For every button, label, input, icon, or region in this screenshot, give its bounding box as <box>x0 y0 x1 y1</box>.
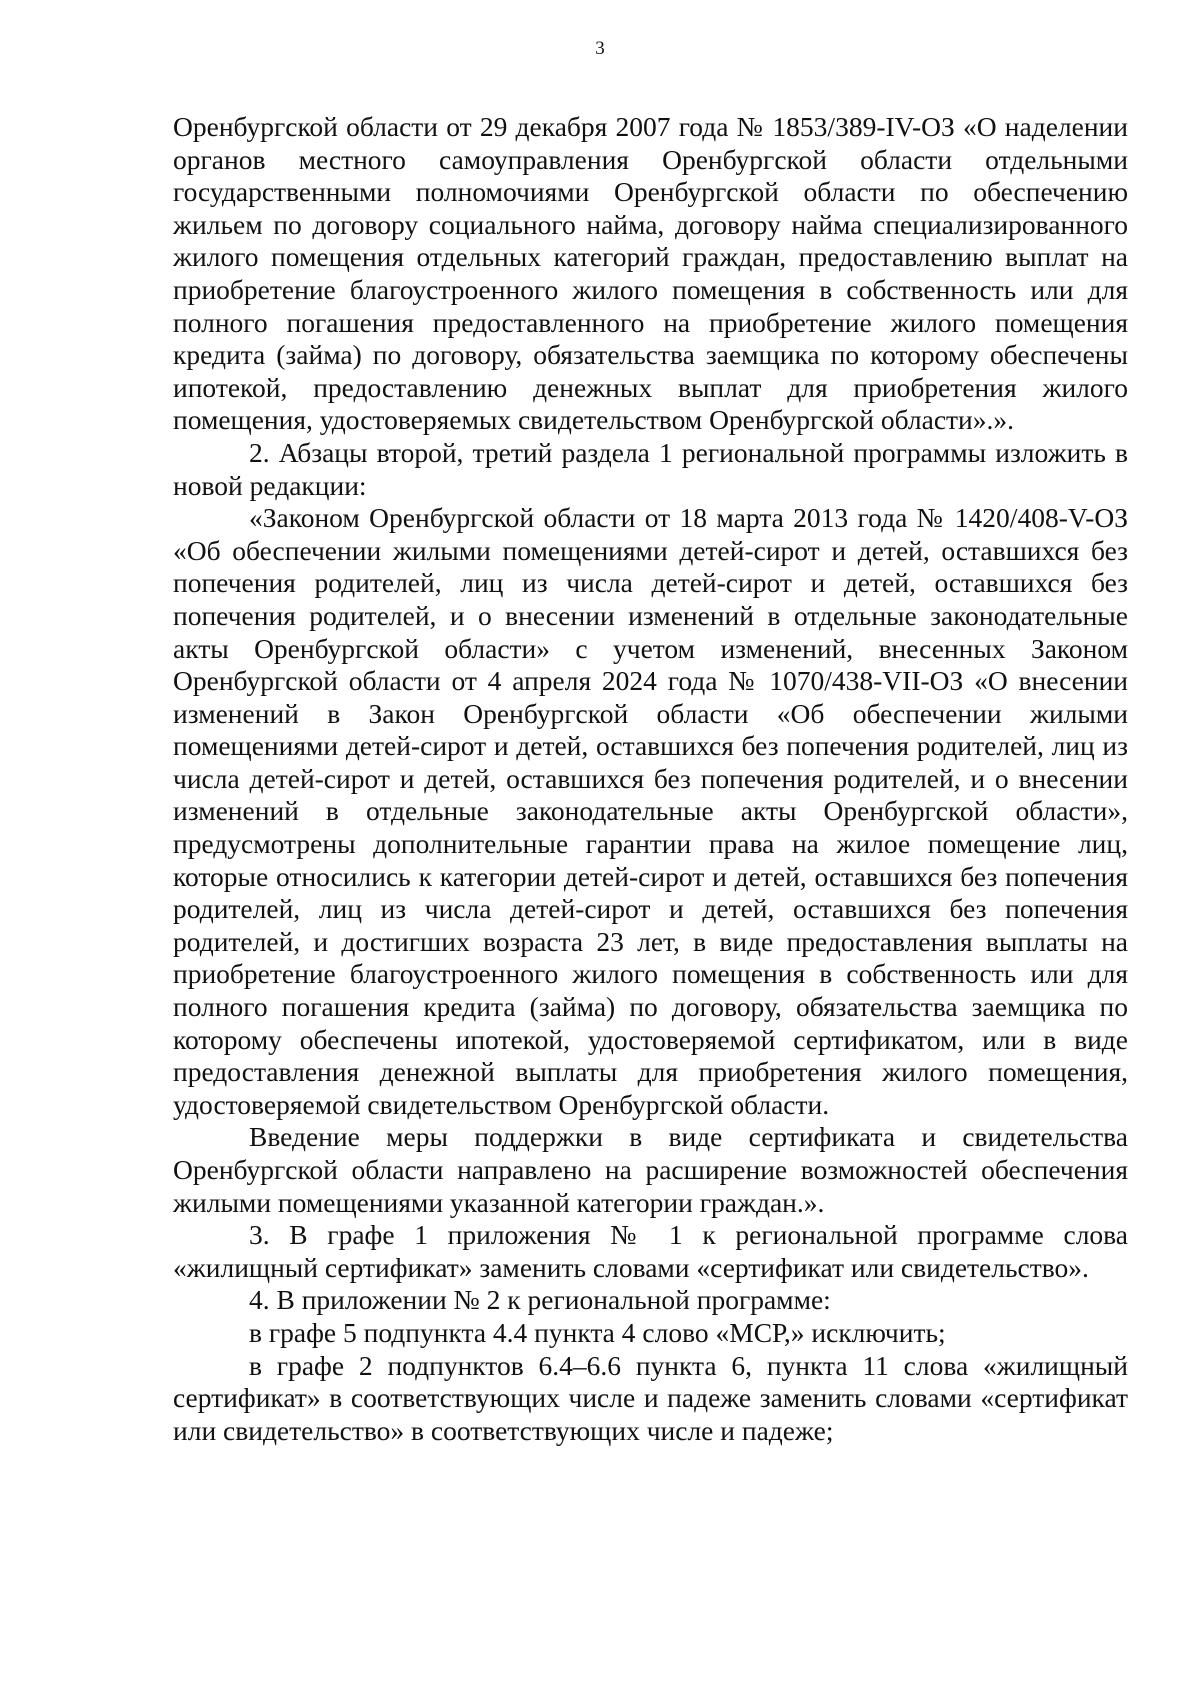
paragraph-new-wording: «Законом Оренбургской области от 18 марта 2013 года № 1420/408-V-ОЗ «Об обеспечении жилыми помещениями детей-сирот и детей, оставшихся без попечения родителей, лиц из числа детей-сирот и детей, оставшихся без попечения родителей, и о внесении изменений в отдельные законодательные акты Оренбургской области» с учетом изменений, внесенных Законом Оренбургской области от 4 апреля 2024 года № 1070/438-VII-ОЗ «О внесении изменений в Закон Оренбургской области «Об обеспечении жилыми помещениями детей-сирот и детей, оставшихся без попечения родителей, лиц из числа детей-сирот и детей, оставшихся без попечения родителей, и о внесении изменений в отдельные законодательные акты Оренбургской области», предусмотрены дополнительные гарантии права на жилое помещение лиц, которые относились к категории детей-сирот и детей, оставшихся без попечения родителей, лиц из числа детей-сирот и детей, оставшихся без попечения родителей, и достигших возраста 23 лет, в виде предоставления выплаты на приобретение благоустроенного жилого помещения в собственность или для полного погашения кредита (займа) по договору, обязательства заемщика по которому обеспечены ипотекой, удостоверяемой сертификатом, или в виде предоставления денежной выплаты для приобретения жилого помещения, удостоверяемой свидетельством Оренбургской области. <box>173 502 1128 1120</box>
document-body <box>173 111 1128 1447</box>
paragraph-item-2: 2. Абзацы второй, третий раздела 1 региональной программы изложить в новой редакции: <box>173 436 1128 501</box>
paragraph-item-4-sub-2: в графе 2 подпунктов 6.4–6.6 пункта 6, пункта 11 слова «жилищный сертификат» в соответствующих числе и падеже заменить словами «сертификат или свидетельство» в соответствующих числе и падеже; <box>173 1349 1128 1446</box>
paragraph-item-3: 3. В графе 1 приложения № 1 к региональной программе слова «жилищный сертификат» заменить словами «сертификат или свидетельство». <box>173 1219 1128 1283</box>
paragraph-support-measure: Введение меры поддержки в виде сертификата и свидетельства Оренбургской области направлено на расширение возможностей обеспечения жилыми помещениями указанной категории граждан.». <box>173 1121 1128 1218</box>
page-number: 3 <box>595 38 605 59</box>
paragraph-law-title-continuation: Оренбургской области от 29 декабря 2007 года № 1853/389-IV-ОЗ «О наделении органов местного самоуправления Оренбургской области отдельными государственными полномочиями Оренбургской области по обеспечению жильем по договору социального найма, договору найма специализированного жилого помещения отдельных категорий граждан, предоставлению выплат на приобретение благоустроенного жилого помещения в собственность или для полного погашения предоставленного на приобретение жилого помещения кредита (займа) по договору, обязательства заемщика по которому обеспечены ипотекой, предоставлению денежных выплат для приобретения жилого помещения, удостоверяемых свидетельством Оренбургской области».». <box>173 111 1128 436</box>
paragraph-item-4-sub-1: в графе 5 подпункта 4.4 пункта 4 слово «МСР,» исключить; <box>249 1316 946 1348</box>
paragraph-item-4: 4. В приложении № 2 к региональной программе: <box>249 1284 831 1316</box>
